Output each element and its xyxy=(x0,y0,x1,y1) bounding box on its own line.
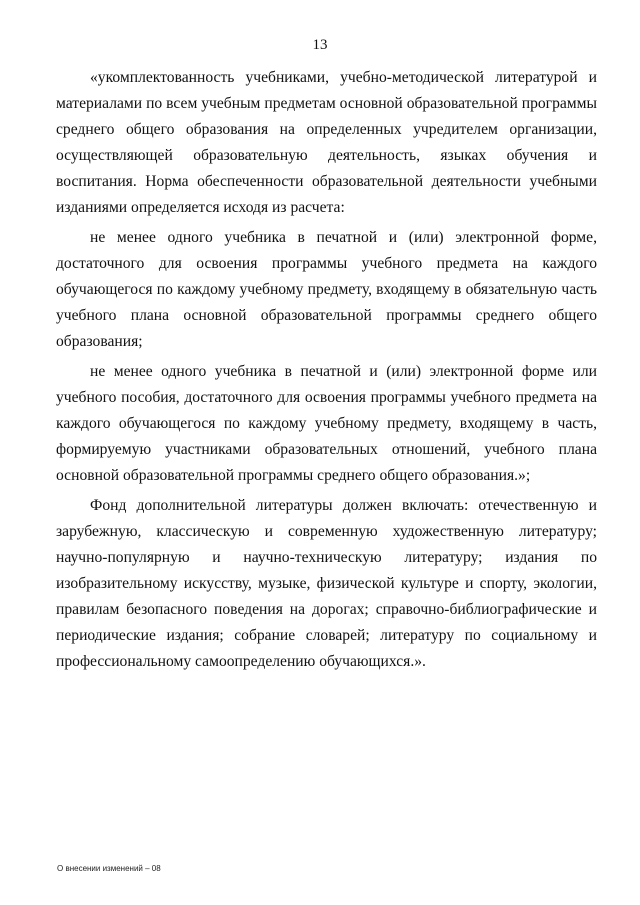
document-body xyxy=(56,65,597,675)
paragraph-additional-literature: Фонд дополнительной литературы должен включать: отечественную и зарубежную, классическую и современную художественную литературу; научно-популярную и научно-техническую литературу; издания по изобразительному искусству, музыке, физической культуре и спорту, экологии, правилам безопасного поведения на дорогах; справочно-библиографические и периодические издания; собрание словарей; литературу по социальному и профессиональному самоопределению обучающихся.». xyxy=(56,497,597,670)
page-number: 13 xyxy=(312,37,328,53)
footer-note: О внесении изменений – 08 xyxy=(57,864,161,873)
paragraph-mandatory-part: не менее одного учебника в печатной и (или) электронной форме, достаточного для освоения программы учебного предмета на каждого обучающегося по каждому учебному предмету, входящему в обязательную часть учебного плана основной образовательной программы среднего общего образования; xyxy=(56,229,597,350)
paragraph-formed-part: не менее одного учебника в печатной и (или) электронной форме или учебного пособия, достаточного для освоения программы учебного предмета на каждого обучающегося по каждому учебному предмету, входящему в часть, формируемую участниками образовательных отношений, учебного плана основной образовательной программы среднего общего образования.»; xyxy=(56,363,597,484)
paragraph-textbook-provision: «укомплектованность учебниками, учебно-методической литературой и материалами по всем учебным предметам основной образовательной программы среднего общего образования на определенных учредителем организации, осуществляющей образовательную деятельность, языках обучения и воспитания. Норма обеспеченности образовательной деятельности учебными изданиями определяется исходя из расчета: xyxy=(56,69,597,216)
